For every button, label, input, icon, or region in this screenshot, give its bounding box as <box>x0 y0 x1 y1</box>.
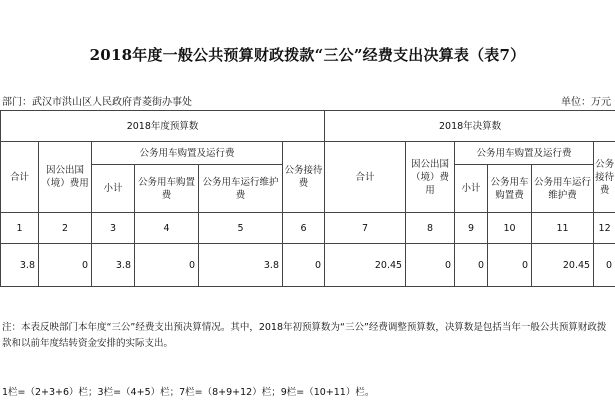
final-abroad-header: 因公出国（境）费用 <box>406 142 455 213</box>
value-cell: 20.45 <box>532 244 594 287</box>
budget-abroad-header: 因公出国（境）费用 <box>39 142 92 213</box>
col-number: 2 <box>39 213 92 244</box>
header-row-groups <box>1 111 615 142</box>
final-vehicle-group-header: 公务用车购置及运行费 <box>455 142 594 165</box>
col-number: 7 <box>325 213 406 244</box>
budget-subtotal-header: 小计 <box>92 165 135 213</box>
header-row-categories <box>1 142 615 165</box>
value-cell: 3.8 <box>199 244 283 287</box>
budget-vehicle-operation-header: 公务用车运行维护费 <box>199 165 283 213</box>
budget-vehicle-purchase-header: 公务用车购置费 <box>135 165 199 213</box>
value-cell: 0 <box>135 244 199 287</box>
value-cell: 0 <box>594 244 615 287</box>
value-cell: 0 <box>283 244 325 287</box>
final-group-header: 2018年决算数 <box>325 111 615 142</box>
col-number: 10 <box>488 213 532 244</box>
value-cell: 0 <box>455 244 488 287</box>
col-number: 11 <box>532 213 594 244</box>
table-title: 2018年度一般公共预算财政拨款“三公”经费支出决算表（表7） <box>89 46 526 64</box>
budget-total-header: 合计 <box>1 142 39 213</box>
final-total-header: 合计 <box>325 142 406 213</box>
col-number: 4 <box>135 213 199 244</box>
col-number: 3 <box>92 213 135 244</box>
value-cell: 0 <box>406 244 455 287</box>
value-cell: 3.8 <box>1 244 39 287</box>
col-number: 8 <box>406 213 455 244</box>
col-number: 6 <box>283 213 325 244</box>
value-cell: 20.45 <box>325 244 406 287</box>
final-vehicle-operation-header: 公务用车运行维护费 <box>532 165 594 213</box>
expenditure-table <box>0 110 615 287</box>
final-reception-header: 公务接待费 <box>594 142 615 213</box>
unit-label: 单位：万元 <box>561 97 611 108</box>
column-formula: 1栏=（2+3+6）栏；3栏=（4+5）栏；7栏=（8+9+12）栏；9栏=（10+11）栏。 <box>2 387 375 398</box>
final-subtotal-header: 小计 <box>455 165 488 213</box>
col-number: 12 <box>594 213 615 244</box>
value-cell: 0 <box>488 244 532 287</box>
col-number: 1 <box>1 213 39 244</box>
column-number-row <box>1 213 615 244</box>
data-row <box>1 244 615 287</box>
budget-reception-header: 公务接待费 <box>283 142 325 213</box>
value-cell: 0 <box>39 244 92 287</box>
col-number: 9 <box>455 213 488 244</box>
value-cell: 3.8 <box>92 244 135 287</box>
table-note: 注：本表反映部门本年度“三公”经费支出预决算情况。其中，2018年初预算数为“三公”经费调整预算数，决算数是包括当年一般公共预算财政拨款和以前年度结转资金安排的实际支出。 <box>2 322 607 349</box>
department-label: 部门：武汉市洪山区人民政府青菱街办事处 <box>2 97 192 108</box>
budget-vehicle-group-header: 公务用车购置及运行费 <box>92 142 283 165</box>
budget-group-header: 2018年度预算数 <box>1 111 325 142</box>
col-number: 5 <box>199 213 283 244</box>
final-vehicle-purchase-header: 公务用车购置费 <box>488 165 532 213</box>
